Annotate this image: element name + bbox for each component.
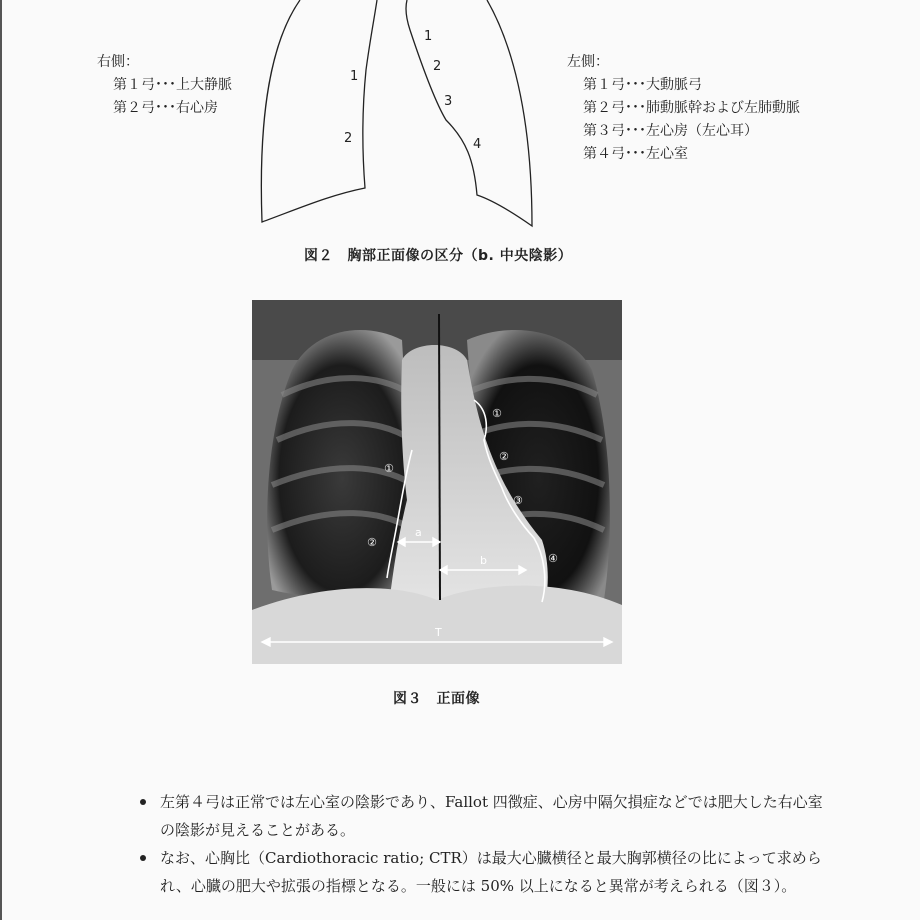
xray-label-left-4: ④ [548,552,558,565]
bullet-item [132,788,832,844]
right-side-legend [97,51,232,120]
chest-xray-image [252,300,622,664]
left-arch-3-number: 3 [444,94,453,109]
left-arch-1-number: 1 [424,29,433,44]
left-side-heading: 左側： [567,54,609,70]
bullet-dot [140,799,146,805]
figure-2-caption: 図２ 胸部正面像の区分（b. 中央陰影） [304,248,573,264]
figure-2 [0,0,920,280]
right-side-heading: 右側： [97,54,139,70]
right-side-item: 第２弓･･･右心房 [113,100,218,116]
right-side-item: 第１弓･･･上大静脈 [113,77,232,93]
body-bullet-list [132,788,832,900]
right-arch-2-number: 2 [344,131,353,146]
bullet-item [132,844,832,900]
xray-label-right-1: ① [384,462,394,475]
bullet-text: なお、心胸比（Cardiothoracic ratio; CTR）は最大心臓横径と最大胸郭横径の比によって求められ、心臓の肥大や拡張の指標となる。一般には 50% 以上になると異常が考えられる（図３）。 [160,849,822,895]
xray-label-left-1: ① [492,407,502,420]
xray-drawing [252,300,622,664]
left-arch-4-number: 4 [473,137,482,152]
figure-3-caption: 図３ 正面像 [393,691,480,707]
xray-label-b: b [480,554,487,567]
left-side-item: 第３弓･･･左心房（左心耳） [583,123,758,139]
left-side-item: 第２弓･･･肺動脈幹および左肺動脈 [583,100,800,116]
xray-label-T: T [435,626,442,639]
right-lung-outline [261,0,377,222]
xray-midline [439,314,440,600]
left-side-item: 第４弓･･･左心室 [583,146,688,162]
xray-label-right-2: ② [367,536,377,549]
xray-label-left-3: ③ [513,494,523,507]
right-arch-1-number: 1 [350,69,359,84]
left-arch-2-number: 2 [433,59,442,74]
bullet-text: 左第４弓は正常では左心室の陰影であり、Fallot 四徴症、心房中隔欠損症などでは肥大した右心室の陰影が見えることがある。 [160,793,823,839]
left-side-item: 第１弓･･･大動脈弓 [583,77,702,93]
bullet-dot [140,855,146,861]
xray-label-a: a [415,526,422,539]
left-side-legend [567,51,800,166]
xray-label-left-2: ② [499,450,509,463]
